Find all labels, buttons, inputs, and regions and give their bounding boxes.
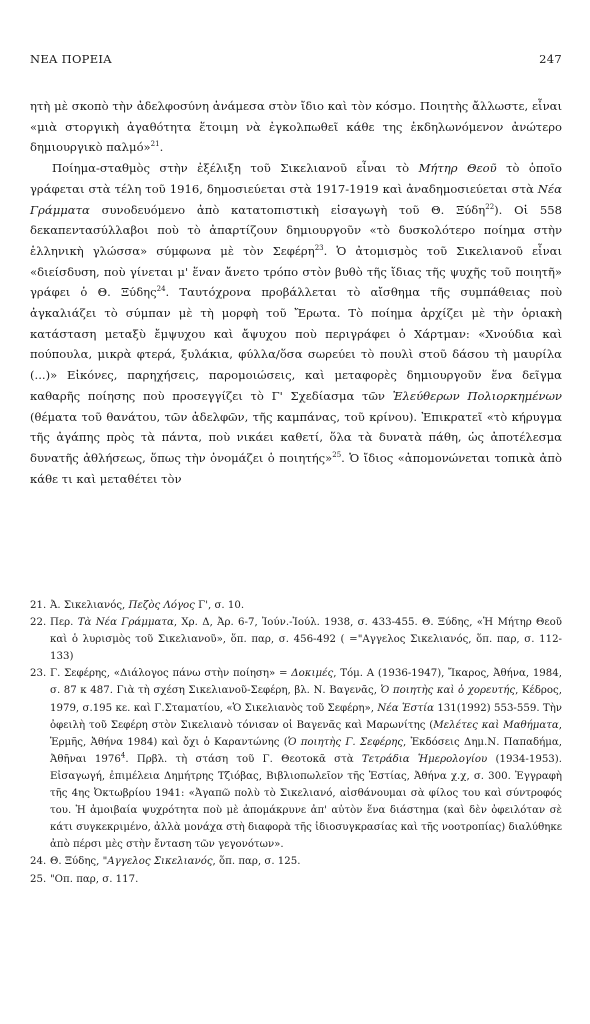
text-run: "Οπ. παρ, σ. 117. — [50, 873, 139, 885]
footnote-number: 24. — [30, 856, 47, 868]
text-run: , ὅπ. παρ, σ. 125. — [212, 856, 301, 868]
edition-superscript: 4 — [120, 751, 126, 760]
text-run: Περ. — [50, 617, 78, 629]
footnote-number: 21. — [30, 600, 47, 611]
italic-title: Νέα Γράμματα — [30, 181, 562, 217]
footnotes — [30, 597, 562, 888]
text-run: , Ἐκδόσεις Δημ.Ν. Παπαδήμα, Ἀθῆναι 1976 — [50, 736, 563, 765]
text-run: , Χρ. Δ, Ἀρ. 6-7, Ἰούν.-Ἰούλ. 1938, σ. 433-455. Θ. Ξύδης, «Ἡ Μήτηρ Θεοῦ καὶ ὁ λυρισμὸς τοῦ Σικελιανοῦ», ὅπ. παρ, σ. 456-492 ( ="Αγγελος Σικελιανός, ὅπ. παρ, σ. 112-133) — [50, 617, 562, 663]
text-run: Θ. Ξύδης, — [50, 856, 103, 868]
text-run: . Ὁ ἀτομισμὸς τοῦ Σικελιανοῦ εἶναι «διείσδυση, ποὺ γίνεται μ' ἕναν ἄνετο τρόπο στὸν βυθὸ τῆς ἴδιας τῆς ψυχῆς τοῦ ποιητῆ» γράφει ὁ Θ. Ξύδης — [30, 243, 563, 300]
footnote-23 — [30, 665, 562, 853]
italic-title: "Αγγελος Σικελιανός — [102, 856, 213, 868]
italic-title: Ὁ ποιητὴς Γ. Σεφέρης — [287, 736, 403, 748]
footnote-ref-24[interactable]: 24 — [156, 285, 166, 294]
paragraph-1 — [30, 96, 562, 158]
text-run: . Ταυτόχρονα προβάλλεται τὸ αἴσθημα τῆς συμπάθειας ποὺ ἀγκαλιάζει τὸ σύμπαν μὲ τὴ μορφὴ τοῦ Ἔρωτα. Τὸ ποίημα ἀρχίζει μὲ τὴν ὁριακὴ κατάσταση μεταξὺ ἔμψυχου καὶ ἄψυχου ποὺ περιγράφει ὁ Χάρτμαν: «Χνούδια καὶ πούπουλα, μικρὰ φτερά, ξυλάκια, φύλλα/ὅσα σωρεύει τὸ πουλὶ στοῦ δάσου τὴ μαυρίλα (...)» Εἰκόνες, παρηχήσεις, παρομοιώσεις, καὶ μεταφορὲς δημιουργοῦν ἕνα δεῖγμα καθαρῆς ποίησης ποὺ προσεγγίζει τὸ Γ' Σχεδίασμα τῶν — [30, 285, 562, 403]
footnote-text — [50, 614, 562, 665]
footnote-text — [50, 597, 562, 614]
footnote-text — [50, 665, 562, 853]
footnote-ref-23[interactable]: 23 — [314, 244, 324, 253]
text-run: (1934-1953). Εἰσαγωγή, ἐπιμέλεια Δημήτρης Τζιόβας, Βιβλιοπωλεῖον τῆς Ἑστίας, Ἀθήνα χ.χ, σ. 300. Ἐγγραφὴ τῆς 4ης Ὀκτωβρίου 1941: «Ἀγαπῶ πολὺ τὸ Σικελιανό, αἰσθάνουμαι σὰ φίλος του καὶ σύντροφός του. Ἡ ἀμοιβαία ψυχρότητα ποὺ μὲ ἀπομάκρυνε ἀπ' αὐτὸν ἕνα διάστημα (καὶ δὲν ὀφειλόταν σὲ κάτι συγκεκριμένο, ἀλλὰ μονάχα στὴ διαφορὰ τῆς ἰδιοσυγκρασίας καὶ τῆς νοοτροπίας) διαλύθηκε ἀπὸ πέρσι μὲς στὴν ἔνταση τῶν γεγονότων». — [50, 753, 562, 851]
footnote-text — [50, 853, 562, 870]
footnote-number: 25. — [30, 873, 47, 885]
text-run: , Ἑρμῆς, Ἀθήνα 1984) καὶ ὄχι ὁ Καραντώνης ( — [50, 719, 562, 748]
text-run: . Ὁ ἴδιος «ἀπομονώνεται τοπικὰ ἀπὸ κάθε τι καὶ μεταθέτει τὸν — [30, 450, 562, 486]
footnote-number: 22. — [30, 617, 47, 629]
text-run: συνοδευόμενο ἀπὸ κατατοπιστικὴ εἰσαγωγὴ τοῦ Θ. Ξύδη — [89, 202, 486, 217]
italic-title: Τὰ Νέα Γράμματα — [77, 617, 174, 629]
italic-title: Δοκιμές — [291, 668, 334, 680]
text-run: , Κέδρος, 1979, σ.195 κε. καὶ Γ.Σταματίου, «Ὁ Σικελιανὸς τοῦ Σεφέρη», — [50, 685, 562, 714]
footnote-ref-22[interactable]: 22 — [485, 202, 495, 211]
text-run: , Τόμ. Α (1936-1947), Ἴκαρος, Ἀθήνα, 1984, σ. 87 κ 487. Γιὰ τὴ σχέση Σικελιανοῦ-Σεφέρη, βλ. Ν. Βαγενᾶς, — [50, 668, 562, 697]
text-run: ). Οἱ 558 δεκαπεντασύλλαβοι ποὺ τὸ ἀπαρτίζουν δημιουργοῦν «τὸ δυσκολότερο ποίημα στὴν ἑλληνικὴ γλώσσα» σύμφωνα μὲ τὸν Σεφέρη — [30, 202, 563, 258]
footnote-number: 23. — [30, 668, 47, 680]
text-run: 131(1992) 553-559. Τὴν ὀφειλὴ τοῦ Σεφέρη στὸν Σικελιανὸ τόνισαν οἱ Βαγενᾶς καὶ Μαρωνίτης ( — [50, 702, 562, 731]
italic-title: Μελέτες καὶ Μαθήματα — [433, 719, 559, 731]
italic-title: Νέα Ἑστία — [377, 702, 434, 714]
footnote-ref-21[interactable]: 21 — [150, 140, 160, 149]
footnote-25 — [30, 871, 562, 888]
text-run: ητὴ μὲ σκοπὸ τὴν ἀδελφοσύνη ἀνάμεσα στὸν ἴδιο καὶ τὸν κόσμο. Ποιητὴς ἄλλωστε, εἶναι «μιὰ στοργικὴ ἀγαθότητα ἕτοιμη νὰ ἐγκολπωθεῖ κάθε της ἐκδηλωνόμενον ἀνώτερο δημιουργικὸ παλμό» — [30, 99, 562, 155]
footnote-text — [50, 871, 562, 888]
journal-title: ΝΕΑ ΠΟΡΕΙΑ — [30, 52, 112, 66]
footnote-21 — [30, 597, 562, 614]
italic-title: Μήτηρ Θεοῦ — [418, 161, 497, 176]
italic-title: Τετράδια Ἡμερολογίου — [361, 753, 488, 765]
paragraph-2 — [30, 158, 562, 489]
footnote-24 — [30, 853, 562, 870]
italic-title: Πεζὸς Λόγος — [128, 600, 195, 611]
text-run: (θέματα τοῦ θανάτου, τῶν ἀδελφῶν, τῆς καμπάνας, τοῦ κρίνου). Ἐπικρατεῖ «τὸ κήρυγμα τῆς ἀγάπης πρὸς τὰ πάντα, ποὺ νικάει καθετί, ὅλα τὰ δυνατὰ πάθη, ὡς ἀποτέλεσμα δυνατῆς ἀθλήσεως, ὅπως τὴν ὀνομάζει ὁ ποιητής» — [30, 409, 562, 465]
main-text — [30, 96, 562, 489]
text-run: . Πρβλ. τὴ στάση τοῦ Γ. Θεοτοκᾶ στὰ — [125, 753, 362, 765]
text-run: Ἀ. Σικελιανός, — [50, 600, 129, 611]
footnote-22 — [30, 614, 562, 665]
text-run: τὸ ὁποῖο γράφεται στὰ τέλη τοῦ 1916, δημοσιεύεται στὰ 1917-1919 καὶ ἀναδημοσιεύεται στὰ — [30, 161, 563, 196]
page-number: 247 — [539, 52, 562, 66]
text-run: Γ', σ. 10. — [194, 600, 245, 611]
text-run: Ποίημα-σταθμὸς στὴν ἐξέλιξη τοῦ Σικελιανοῦ εἶναι τὸ — [52, 161, 419, 176]
italic-title: Ἐλεύθερων Πολιορκημένων — [392, 388, 562, 403]
italic-title: Ὁ ποιητὴς καὶ ὁ χορευτής — [380, 685, 516, 697]
text-run: Γ. Σεφέρης, «Διάλογος πάνω στὴν ποίηση» = — [50, 668, 292, 680]
text-run: . — [159, 140, 164, 155]
running-header — [30, 52, 562, 66]
footnote-ref-25[interactable]: 25 — [332, 451, 342, 460]
